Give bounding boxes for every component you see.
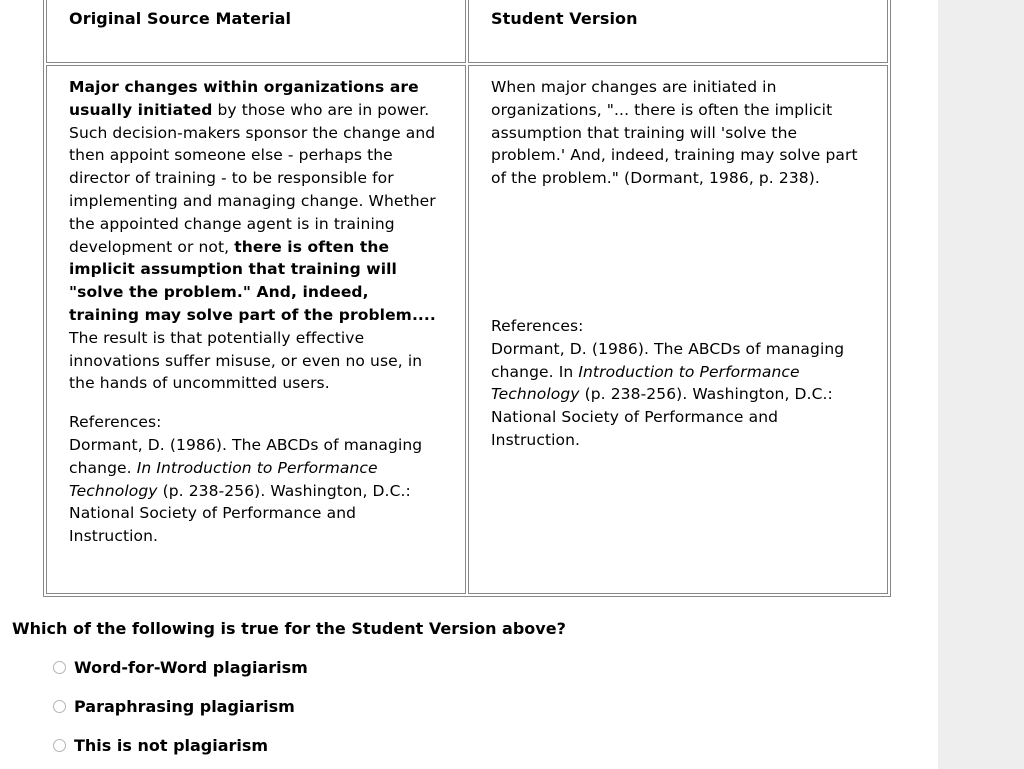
original-header-cell [46, 0, 466, 63]
student-reference-entry [491, 338, 865, 452]
radio-paraphrasing[interactable] [53, 700, 66, 713]
original-cell [46, 65, 466, 594]
original-ref-part-2: (p. 238-256). Washington, D.C.: National Society of Performance and Instruction. [69, 481, 411, 546]
original-text-plain-1: by those who are in power. Such decision-makers sponsor the change and then appoint someone else - perhaps the director of training - to be responsible for implementing and managing change. Whether the appointed change agent is in training development or not, [69, 100, 436, 256]
original-references [69, 411, 443, 548]
student-text: When major changes are initiated in organizations, "... there is often the implicit assumption that training will 'solve the problem.' And, indeed, training may solve part of the problem." (Dormant, 1986, p. 238). [491, 78, 858, 188]
original-text-bold-2: there is often the implicit assumption that training will "solve the problem." And, indeed, training may solve part of the problem.... [69, 237, 436, 324]
original-reference-entry [69, 434, 443, 548]
original-text-bold-1: Major changes within organizations are usually initiated [69, 78, 419, 119]
student-ref-title: Introduction to Performance Technology [491, 362, 800, 404]
student-header-cell [468, 0, 888, 63]
student-ref-part-2: (p. 238-256). Washington, D.C.: National Society of Performance and Instruction. [491, 385, 833, 449]
option-not-plagiarism[interactable] [53, 736, 268, 755]
right-gutter [938, 0, 1024, 769]
option-word-for-word[interactable] [53, 658, 308, 677]
original-text [69, 76, 443, 395]
original-header: Original Source Material [69, 9, 292, 28]
student-ref-part-1: Dormant, D. (1986). The ABCDs of managing change. In [491, 339, 845, 381]
student-references [491, 315, 865, 452]
student-header: Student Version [491, 9, 638, 28]
radio-not-plagiarism[interactable] [53, 739, 66, 752]
original-ref-part-1: Dormant, D. (1986). The ABCDs of managing change. [69, 435, 423, 477]
student-references-label: References: [491, 316, 584, 335]
original-references-label: References: [69, 413, 162, 432]
option-label-word-for-word: Word-for-Word plagiarism [74, 658, 308, 677]
radio-word-for-word[interactable] [53, 661, 66, 674]
option-paraphrasing[interactable] [53, 697, 295, 716]
comparison-table [43, 0, 891, 597]
question-text: Which of the following is true for the Student Version above? [12, 619, 566, 638]
original-text-plain-2: The result is that potentially effective innovations suffer misuse, or even no use, in the hands of uncommitted users. [69, 328, 423, 393]
option-label-not-plagiarism: This is not plagiarism [74, 736, 269, 755]
option-label-paraphrasing: Paraphrasing plagiarism [74, 697, 295, 716]
header-row [46, 0, 888, 63]
original-ref-title: In Introduction to Performance Technology [69, 458, 378, 500]
content-row [46, 65, 888, 594]
student-cell [468, 65, 888, 594]
